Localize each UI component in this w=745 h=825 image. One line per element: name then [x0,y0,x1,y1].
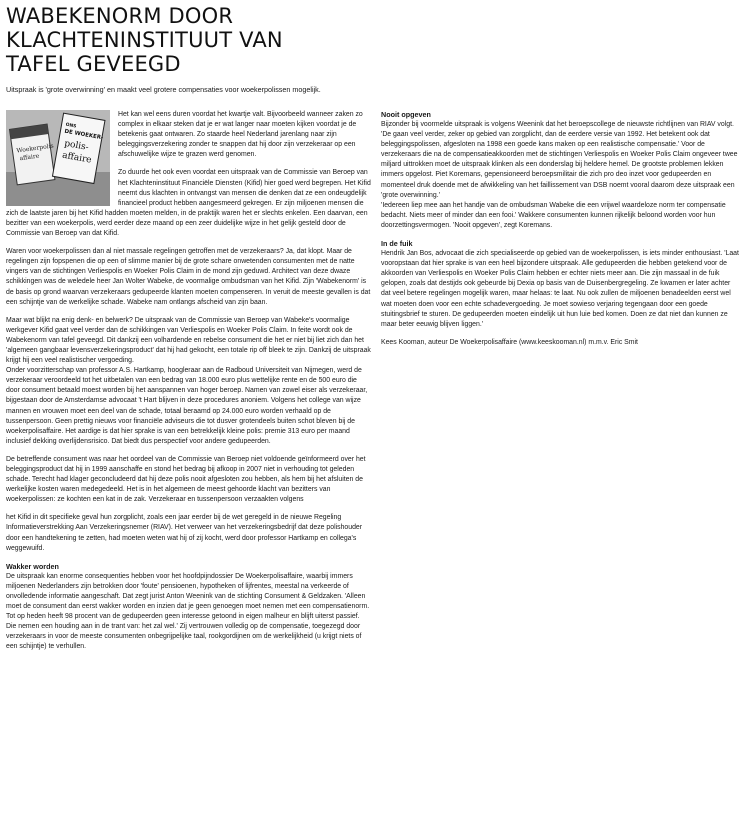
left-paragraph-6: De betreffende consument was naar het oordeel van de Commissie van Beroep niet voldoende geïnformeerd over het beleggingsproduct dat hij in 1999 aanschaffe en stond het bedrag bij afkoop in 2007 niet in verhouding tot geleden schade. Terecht had klager geconcludeerd dat hij deze polis nooit afgesloten zou hebben, als hem bij het afsluiten de werkelijke kosten waren medegedeeld. Het is in het algemeen de meest gehoorde klacht van bezitters van woekerpolissen: ze kochten een kat in de zak. Verzekeraar en tussenpersoon verzaakten volgens [6,455,366,504]
left-paragraph-4: Maar wat blijkt na enig denk- en belwerk? De uitspraak van de Commissie van Beroep van Wabeke's voormalige werkgever Kifid gaat veel verder dan de schikkingen van Verliespolis en Woeker Polis Claim. In feite wordt ook de Wabekenorm van tafel geveegd. Dit dankzij een volhardende en rebelse consument die het er niet bij liet zich dan het 'algemeen gangbaar levensverzekeringsproduct' dat hij had gekocht, een totale rip off bleek te zijn. Dankzij de uitspraak krijgt hij een veel realistischer vergoeding. [6,316,371,365]
book1-line-1: Woekerpolis [16,142,55,155]
book2-line-3: polis- [63,138,90,153]
heading-wakker-worden: Wakker worden [6,561,59,571]
article-subtitle: Uitspraak is 'grote overwinning' en maakt veel grotere compensaties voor woekerpolissen mogelijk. [6,85,321,94]
left-paragraph-5: Onder voorzitterschap van professor A.S. Hartkamp, hoogleraar aan de Radboud Universiteit van Nijmegen, werd de verzekeraar veroordeeld tot het uitbetalen van een bedrag van 18.000 euro plus wettelijke rente en de 500 euro die door consument betaald moest worden bij het aanspannen van hoger beroep. Namen van zowel eiser als verzekeraar, bijgestaan door de Amsterdamse advocaat 't Hart blijven in deze procedures anoniem. Volgens het college van wijze mannen en vrouwen moet een deel van de schade, totaal beraamd op 24.000 euro worden verhaald op de tussenpersoon. Geen prettig nieuws voor financiële adviseurs die tot dusver grotendeels buiten schot bleven bij de woekerpolisaffaire. Het aardige is dat hier sprake is van een betrekkelijk kleine polis: premie 313 euro per maand inclusief dekking overlijdensrisico. Dat biedt dus perspectief voor andere gedupeerden. [6,367,368,445]
book1-line-2: affaire [19,152,40,163]
right-paragraph-2: 'Iedereen liep mee aan het handje van de ombudsman Wabeke die een vrijwel waardeloze norm ter compensatie bedacht. Niets meer of minder dan een fooi.' Wakkere consumenten kunnen rijkelijk beloond worden voor hun doorzettingsvermogen. 'Nooit opgeven', zegt Koremans. [381,201,726,229]
right-column [381,110,741,356]
article-title [6,4,366,76]
author-byline: Kees Kooman, auteur De Woekerpolisaffaire (www.keeskooman.nl) m.m.v. Eric Smit [381,338,638,346]
left-paragraph-3: Waren voor woekerpolissen dan al niet massale regelingen getroffen met de verzekeraars? Ja, dat klopt. Maar de regelingen zijn fopspenen die op een of slimme manier bij de grote schare onwetenden consumenten met de natte vingers van de stichtingen Verliespolis en Woeker Polis Claim in de mond zijn geduwd. Architect van deze dwaze schikkingen was de weledele heer Jan Wolter Wabeke, de voormalige ombudsman van het Kifid. Zijn 'Wabekenorm' is de basis op grond waarvan verzekeraars gedupeerde klanten moeten compenseren. In veruit de meeste gevallen is dat een schijntje van de werkelijke schade. Wabeke nam ontlangs afscheid van zijn baan. [6,248,371,306]
heading-nooit-opgeven: Nooit opgeven [381,110,431,119]
left-paragraph-2: Zo duurde het ook even voordat een uitspraak van de Commissie van Beroep van het Klachteninstituut Financiële Diensten (Kifid) hier goed werd begrepen. Het Kifid neemt dus klachten in ontvangst van mensen die denken dat ze een ondeugdelijk financieel product hebben aangesmeerd gekregen. Er zijn miljoenen mensen die zich de laatste jaren bij het Kifid hadden moeten melden, in de praktijk waren het er slechts enkelen. Een daarvan, een bezitter van een woekerpolis, werd eerder deze maand op een zeer duidelijke wijze in het gelijk gesteld door de Commissie van Beroep van dat Kifid. [6,169,371,238]
left-paragraph-8: De uitspraak kan enorme consequenties hebben voor het hoofdpijndossier De Woekerpolisaffaire, waarbij immers miljoenen Nederlanders zijn betrokken door 'foute' pensioenen, hypotheken of lijfrentes, meestal na verkeerde of onvolledende informatie aangeschaft. Dat zegt jurist Anton Weenink van de stichting Consument & Geldzaken. 'Alleen moet de consument dan eerst wakker worden en inzien dat je geen genoegen moet nemen met een compensatienorm. Tot op heden heeft 98 procent van de gedupeerden geen interesse getoond in eigen malheur en blijft uiterst passief. Die nemen een houding aan in de trant van: het zal wel.' Zij vertrouwen volledig op de compensatie, toegezegd door verzekeraars in voor de meeste consumenten onbegrijpelijke taal, rookgordijnen om de werkelijkheid (u krijgt niets of een schijntje) te verhullen. [6,572,370,651]
book-photo-drawing [6,110,110,206]
right-paragraph-1: Bijzonder bij voormelde uitspraak is volgens Weenink dat het beroepscollege de nieuwste richtlijnen van RIAV volgt. 'De gaan veel verder, zeker op gebied van zorgplicht, dan de eerdere versie van 1992. Het betekent ook dat beleggingspolissen, afgesloten na 1998 een goede kans maken op een realistische compensatie.' Voor de verzekeraars die na de compensatieakkoorden met de stichtingen Verliespolis en Woeker Polis Claim ongeveer twee miljard uittrokken moet de uitspraak klinken als een donderslag bij heldere hemel. De grootste problemen lekken immers opgelost. Piet Koremans, gepensioneerd beroepsmilitair die zich pro deo inzet voor gedupeerden en momenteel druk doende met de afwikkeling van het faillissement van DSB noemt vooral daarom deze uitspraak een 'grote overwinning.' [381,121,738,199]
book2-line-2: DE WOEKER- [63,128,104,142]
title-line-1: WABEKENORM DOOR [6,4,234,28]
book2-line-4: affaire [61,150,93,166]
right-paragraph-3: Hendrik Jan Bos, advocaat die zich specialiseerde op gebied van de woekerpolissen, is iets minder enthousiast. 'Laat vooropstaan dat hier sprake is van een heel bijzondere uitspraak. Alle gedupeerden die hebben getekend voor de akkoorden van Verliespolis en Woeker Polis Claim hebben er echter niets meer aan. Die zijn massaal in de fuik gelopen, zoals dat destijds ook gebeurde bij Dexia op basis van de Duisenbergregeling. Ze kwamen er later achter dat veel betere regelingen mogelijk waren, maar helaas: te laat. Nu ook zullen de miljoenen benadeelden eerst wel wat moeten doen voor een echte schadevergoeding. Je moet sowieso verjaring tegengaan door een goede stuitingsbrief te sturen. De gedupeerden moeten eindelijk uit hun luie bed komen. Doen ze dat niet dan kunnen ze maar beter eeuwig blijven liggen.' [381,250,739,328]
book-cover-photo [6,110,110,206]
left-column [6,110,371,661]
left-paragraph-7: het Kifid in dit specifieke geval hun zorgplicht, zoals een jaar eerder bij de wet geregeld in de nieuwe Regeling Informatieverstrekking Aan Verzekeringsnemer (RIAV). Het verweer van het verzekeringsbedrijf dat deze polishouder door een handtekening te zetten, had moeten weten wat hij of zij kocht, werd door professor Hartkamp en collega's weggewuifd. [6,514,363,552]
book2-line-1: ONS [65,122,77,130]
left-paragraph-1: Het kan wel eens duren voordat het kwartje valt. Bijvoorbeeld wanneer zaken zo complex in elkaar steken dat je er wat langer naar moeten kijken voordat je de betekenis gaat ontwaren. Zo staarde heel Nederland jarenlang naar zijn beleggingsverzekering zonder te snappen dat hij door zijn verzekeraar op een afschuwelijke wijze te grazen werd genomen. [118,111,363,159]
heading-in-de-fuik: In de fuik [381,239,413,249]
title-line-3: TAFEL GEVEEGD [6,52,181,76]
title-line-2: KLACHTENINSTITUUT VAN [6,28,283,52]
